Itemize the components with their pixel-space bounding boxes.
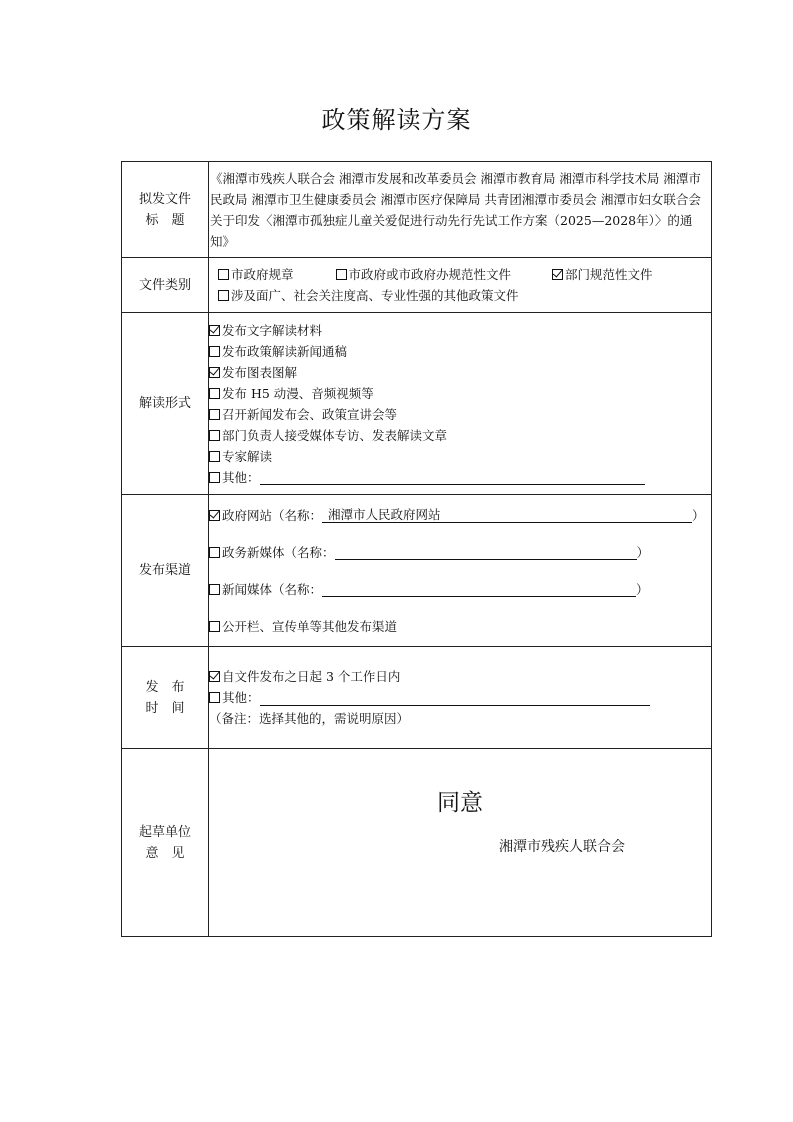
- channel-website-name-input[interactable]: 湘潭市人民政府网站: [322, 507, 692, 523]
- time-row: [122, 647, 712, 749]
- form-option-1-label: 发布政策解读新闻通稿: [222, 343, 348, 359]
- document-title: 政策解读方案: [321, 106, 472, 134]
- time-other-input[interactable]: [260, 690, 650, 706]
- category-option-2-checkbox[interactable]: [552, 269, 563, 280]
- channel-cell: [209, 495, 712, 647]
- opinion-label: 起草单位 意 见: [122, 749, 209, 937]
- channel-row: [122, 495, 712, 647]
- opinion-signature: 湘潭市残疾人联合会: [499, 839, 625, 855]
- file-title-text: 《湘潭市残疾人联合会 湘潭市发展和改革委员会 湘潭市教育局 湘潭市科学技术局 湘潭市民政局 湘潭市卫生健康委员会 湘潭市医疗保障局 共青团湘潭市委员会 湘潭市妇女联合会关于印发〈湘潭市孤独症儿童关爱促进行动先行先试工作方案（2025—2028年）〉的通知》: [210, 170, 701, 249]
- form-label: 解读形式: [122, 313, 209, 495]
- opinion-text: 同意: [437, 790, 483, 816]
- category-option-0-checkbox[interactable]: [218, 269, 229, 280]
- category-cell: [209, 258, 712, 313]
- form-option-4-checkbox[interactable]: [209, 409, 220, 420]
- category-option-1-label: 市政府或市政府办规范性文件: [348, 267, 512, 282]
- category-option-3-label: 涉及面广、社会关注度高、专业性强的其他政策文件: [231, 288, 519, 303]
- form-option-4-label: 召开新闻发布会、政策宣讲会等: [222, 406, 398, 422]
- time-cell: [209, 647, 712, 749]
- form-other-input[interactable]: [260, 469, 645, 485]
- form-option-0-label: 发布文字解读材料: [222, 322, 323, 338]
- category-option-1-checkbox[interactable]: [336, 269, 347, 280]
- form-option-7-checkbox[interactable]: [209, 472, 220, 483]
- channel-option-2-checkbox[interactable]: [209, 584, 220, 595]
- form-option-6-label: 专家解读: [222, 448, 273, 464]
- file-title-cell: [209, 162, 712, 258]
- form-option-7-label: 其他：: [222, 469, 260, 485]
- opinion-row: [122, 749, 712, 937]
- category-row: [122, 258, 712, 313]
- channel-news-media-name-input[interactable]: [322, 581, 636, 597]
- form-option-2-label: 发布图表图解: [222, 364, 298, 380]
- category-option-2-label: 部门规范性文件: [565, 267, 653, 282]
- time-option-0-checkbox[interactable]: [209, 671, 220, 682]
- category-option-3-checkbox[interactable]: [218, 290, 229, 301]
- form-option-6-checkbox[interactable]: [209, 451, 220, 462]
- policy-form-table: [121, 161, 712, 937]
- time-label: 发 布 时 间: [122, 647, 209, 749]
- opinion-cell: [209, 749, 712, 937]
- time-note: （备注：选择其他的，需说明原因）: [209, 711, 410, 726]
- channel-option-3-label: 公开栏、宣传单等其他发布渠道: [222, 618, 398, 634]
- form-option-5-checkbox[interactable]: [209, 430, 220, 441]
- channel-option-0-checkbox[interactable]: [209, 510, 220, 521]
- form-option-2-checkbox[interactable]: [209, 367, 220, 378]
- channel-newmedia-name-input[interactable]: [335, 544, 637, 560]
- channel-option-3-checkbox[interactable]: [209, 621, 220, 632]
- form-option-0-checkbox[interactable]: [209, 325, 220, 336]
- channel-option-0-label: 政府网站（名称：: [222, 507, 323, 523]
- file-title-row: [122, 162, 712, 258]
- form-option-3-checkbox[interactable]: [209, 388, 220, 399]
- form-cell: [209, 313, 712, 495]
- time-option-0-label: 自文件发布之日起 3 个工作日内: [222, 669, 401, 684]
- channel-option-1-label: 政务新媒体（名称：: [222, 544, 335, 560]
- file-title-label: 拟发文件 标 题: [122, 162, 209, 258]
- form-row: [122, 313, 712, 495]
- channel-option-1-close: ）: [636, 544, 650, 560]
- category-option-0-label: 市政府规章: [231, 267, 294, 282]
- time-option-1-checkbox[interactable]: [209, 692, 220, 703]
- channel-option-2-close: ）: [636, 581, 649, 597]
- category-label: 文件类别: [122, 258, 209, 313]
- channel-option-2-label: 新闻媒体（名称：: [222, 581, 323, 597]
- form-option-5-label: 部门负责人接受媒体专访、发表解读文章: [222, 427, 448, 443]
- channel-label: 发布渠道: [122, 495, 209, 647]
- form-option-3-label: 发布 H5 动漫、音频视频等: [222, 385, 374, 401]
- time-option-1-label: 其他：: [222, 690, 260, 705]
- channel-option-1-checkbox[interactable]: [209, 547, 220, 558]
- form-option-1-checkbox[interactable]: [209, 346, 220, 357]
- channel-option-0-close: ）: [692, 507, 705, 523]
